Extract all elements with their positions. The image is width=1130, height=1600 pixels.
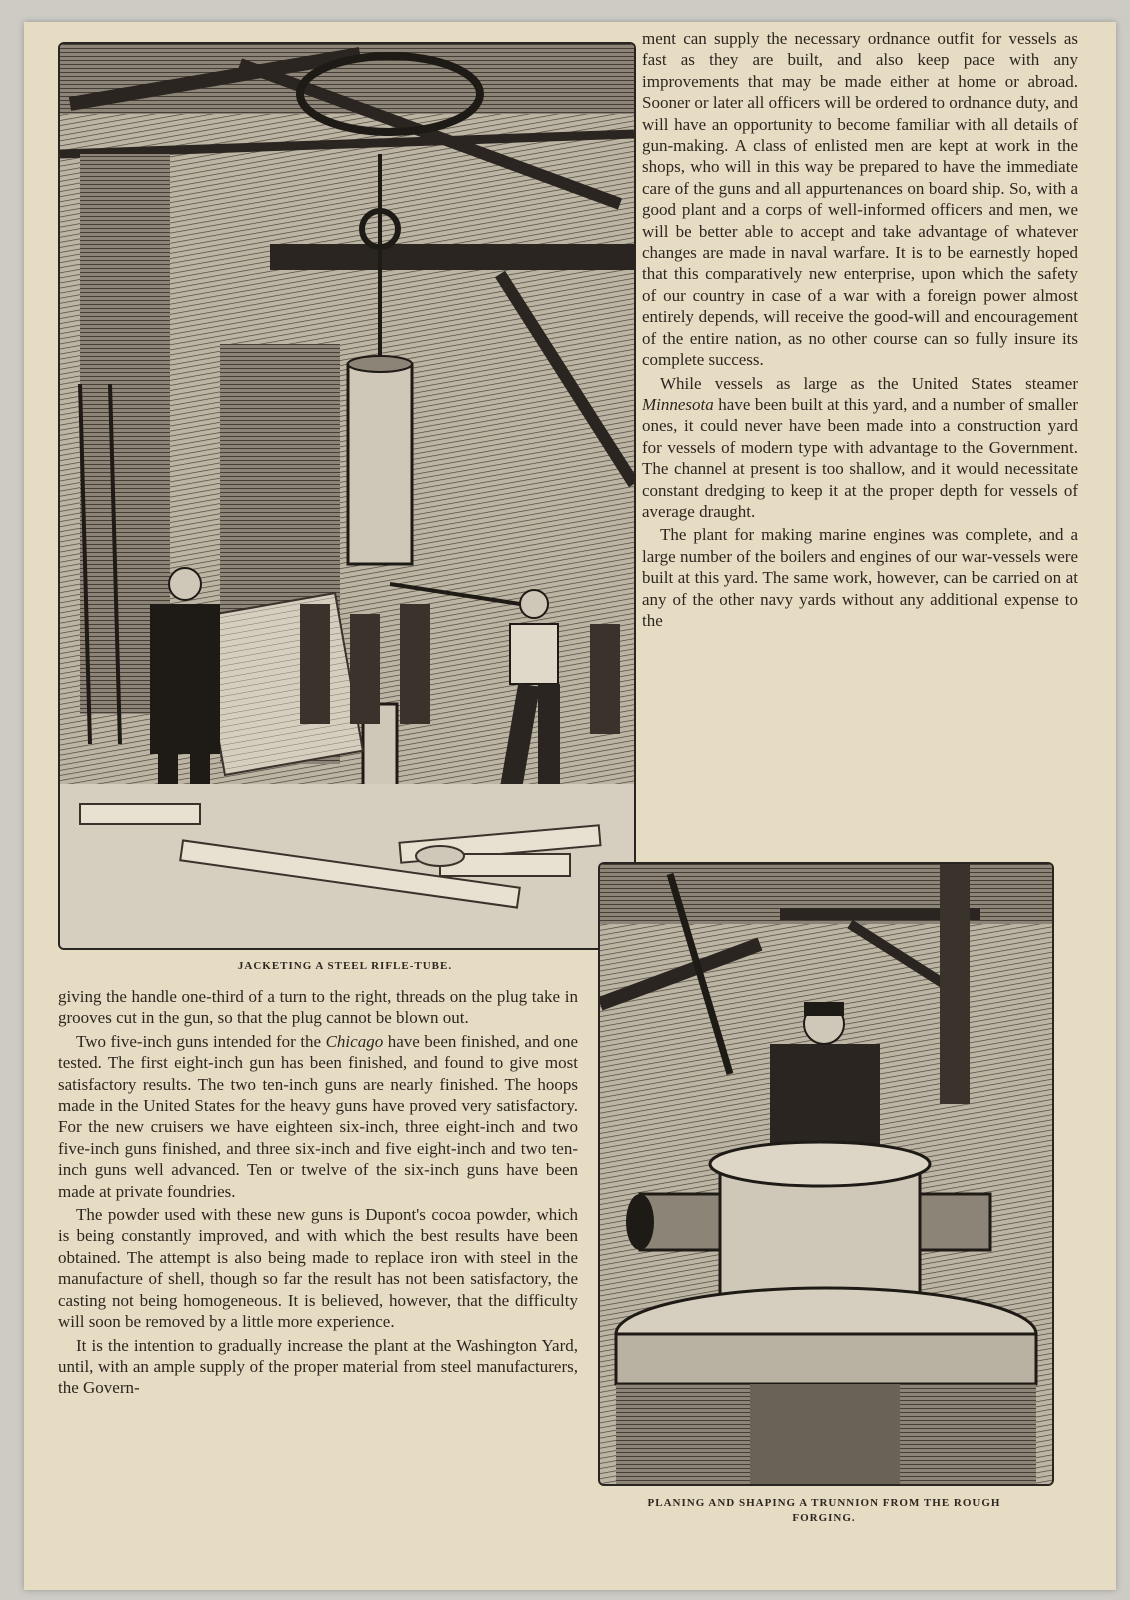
ship-name: Minnesota (642, 394, 714, 414)
ship-name: Chicago (325, 1031, 384, 1051)
text-after: have been finished, and one tested. The first eight-inch gun has been finished, and found to give most satisfactory results. The two ten-inch guns are nearly finished. The hoops made in the United States for the heavy guns have proved very satisfactory. For the new cruisers we have eighteen six-inch, three eight-inch and two five-inch guns finished, and three six-inch and five eight-inch and two ten-inch guns well advanced. Ten or twelve of the six-inch guns have been made at private foundries. (58, 1031, 579, 1201)
text-before: While vessels as large as the United States steamer (660, 373, 1078, 393)
paragraph-minnesota (642, 373, 1078, 523)
paragraph-chicago-guns (58, 1031, 578, 1202)
text-before: Two five-inch guns intended for the (76, 1031, 326, 1051)
paragraph-marine-engines: The plant for making marine engines was complete, and a large number of the boilers and engines of our war-vessels were built at this yard. The same work, however, can be carried on at any of the other navy yards without any additional expense to the (642, 525, 1078, 630)
text-column-top-right (642, 28, 1078, 631)
illustration-jacketing-rifle-tube (58, 42, 636, 950)
caption-jacketing: JACKETING A STEEL RIFLE-TUBE. (237, 960, 453, 972)
text-column-bottom-left (58, 986, 578, 1399)
paragraph-powder: The powder used with these new guns is Dupont's cocoa powder, which is being constantly improved, and with which the best results have been obtained. The attempt is also being made to replace iron with steel in the manufacture of shell, though so far the result has not been satisfactory, the casting not being homogeneous. It is believed, however, that the difficulty will soon be removed by a little more experience. (58, 1205, 578, 1332)
engraving-workshop (60, 44, 634, 948)
paragraph-ordnance-continued: ment can supply the necessary ordnance outfit for vessels as fast as they are built, and also keep pace with any improvements that may be made either at home or abroad. Sooner or later all officers will be ordered to ordnance duty, and will have an opportunity to become familiar with all details of gun-making. A class of enlisted men are kept at work in the shops, who will in this way be prepared to have the immediate care of the guns and all appurtenances on board ship. So, with a good plant and a corps of well-informed officers and men, we will be better able to accept and take advantage of whatever changes are made in naval warfare. It is to be earnestly hoped that this comparatively new enterprise, upon which the safety of our country in case of a war with a foreign power almost entirely depends, will receive the good-will and encouragement of the entire nation, as no other course can so fully insure its complete success. (642, 29, 1078, 370)
text-after: have been built at this yard, and a number of smaller ones, it could never have been made into a construction yard for vessels of modern type with advantage to the Government. The channel at present is too shallow, and it would necessitate constant dredging to keep it at the proper depth for vessels of average draught. (642, 394, 1078, 521)
illustration-planing-trunnion (598, 862, 1054, 1486)
paragraph-plug-continued: giving the handle one-third of a turn to the right, threads on the plug take in grooves cut in the gun, so that the plug cannot be blown out. (58, 987, 578, 1028)
magazine-page (24, 22, 1116, 1590)
paragraph-washington-yard: It is the intention to gradually increase the plant at the Washington Yard, until, with an ample supply of the proper material from steel manufacturers, the Govern- (58, 1335, 578, 1398)
engraving-planing-machine (600, 864, 1052, 1484)
caption-planing: PLANING AND SHAPING A TRUNNION FROM THE ROUGH FORGING. (647, 1497, 1001, 1524)
